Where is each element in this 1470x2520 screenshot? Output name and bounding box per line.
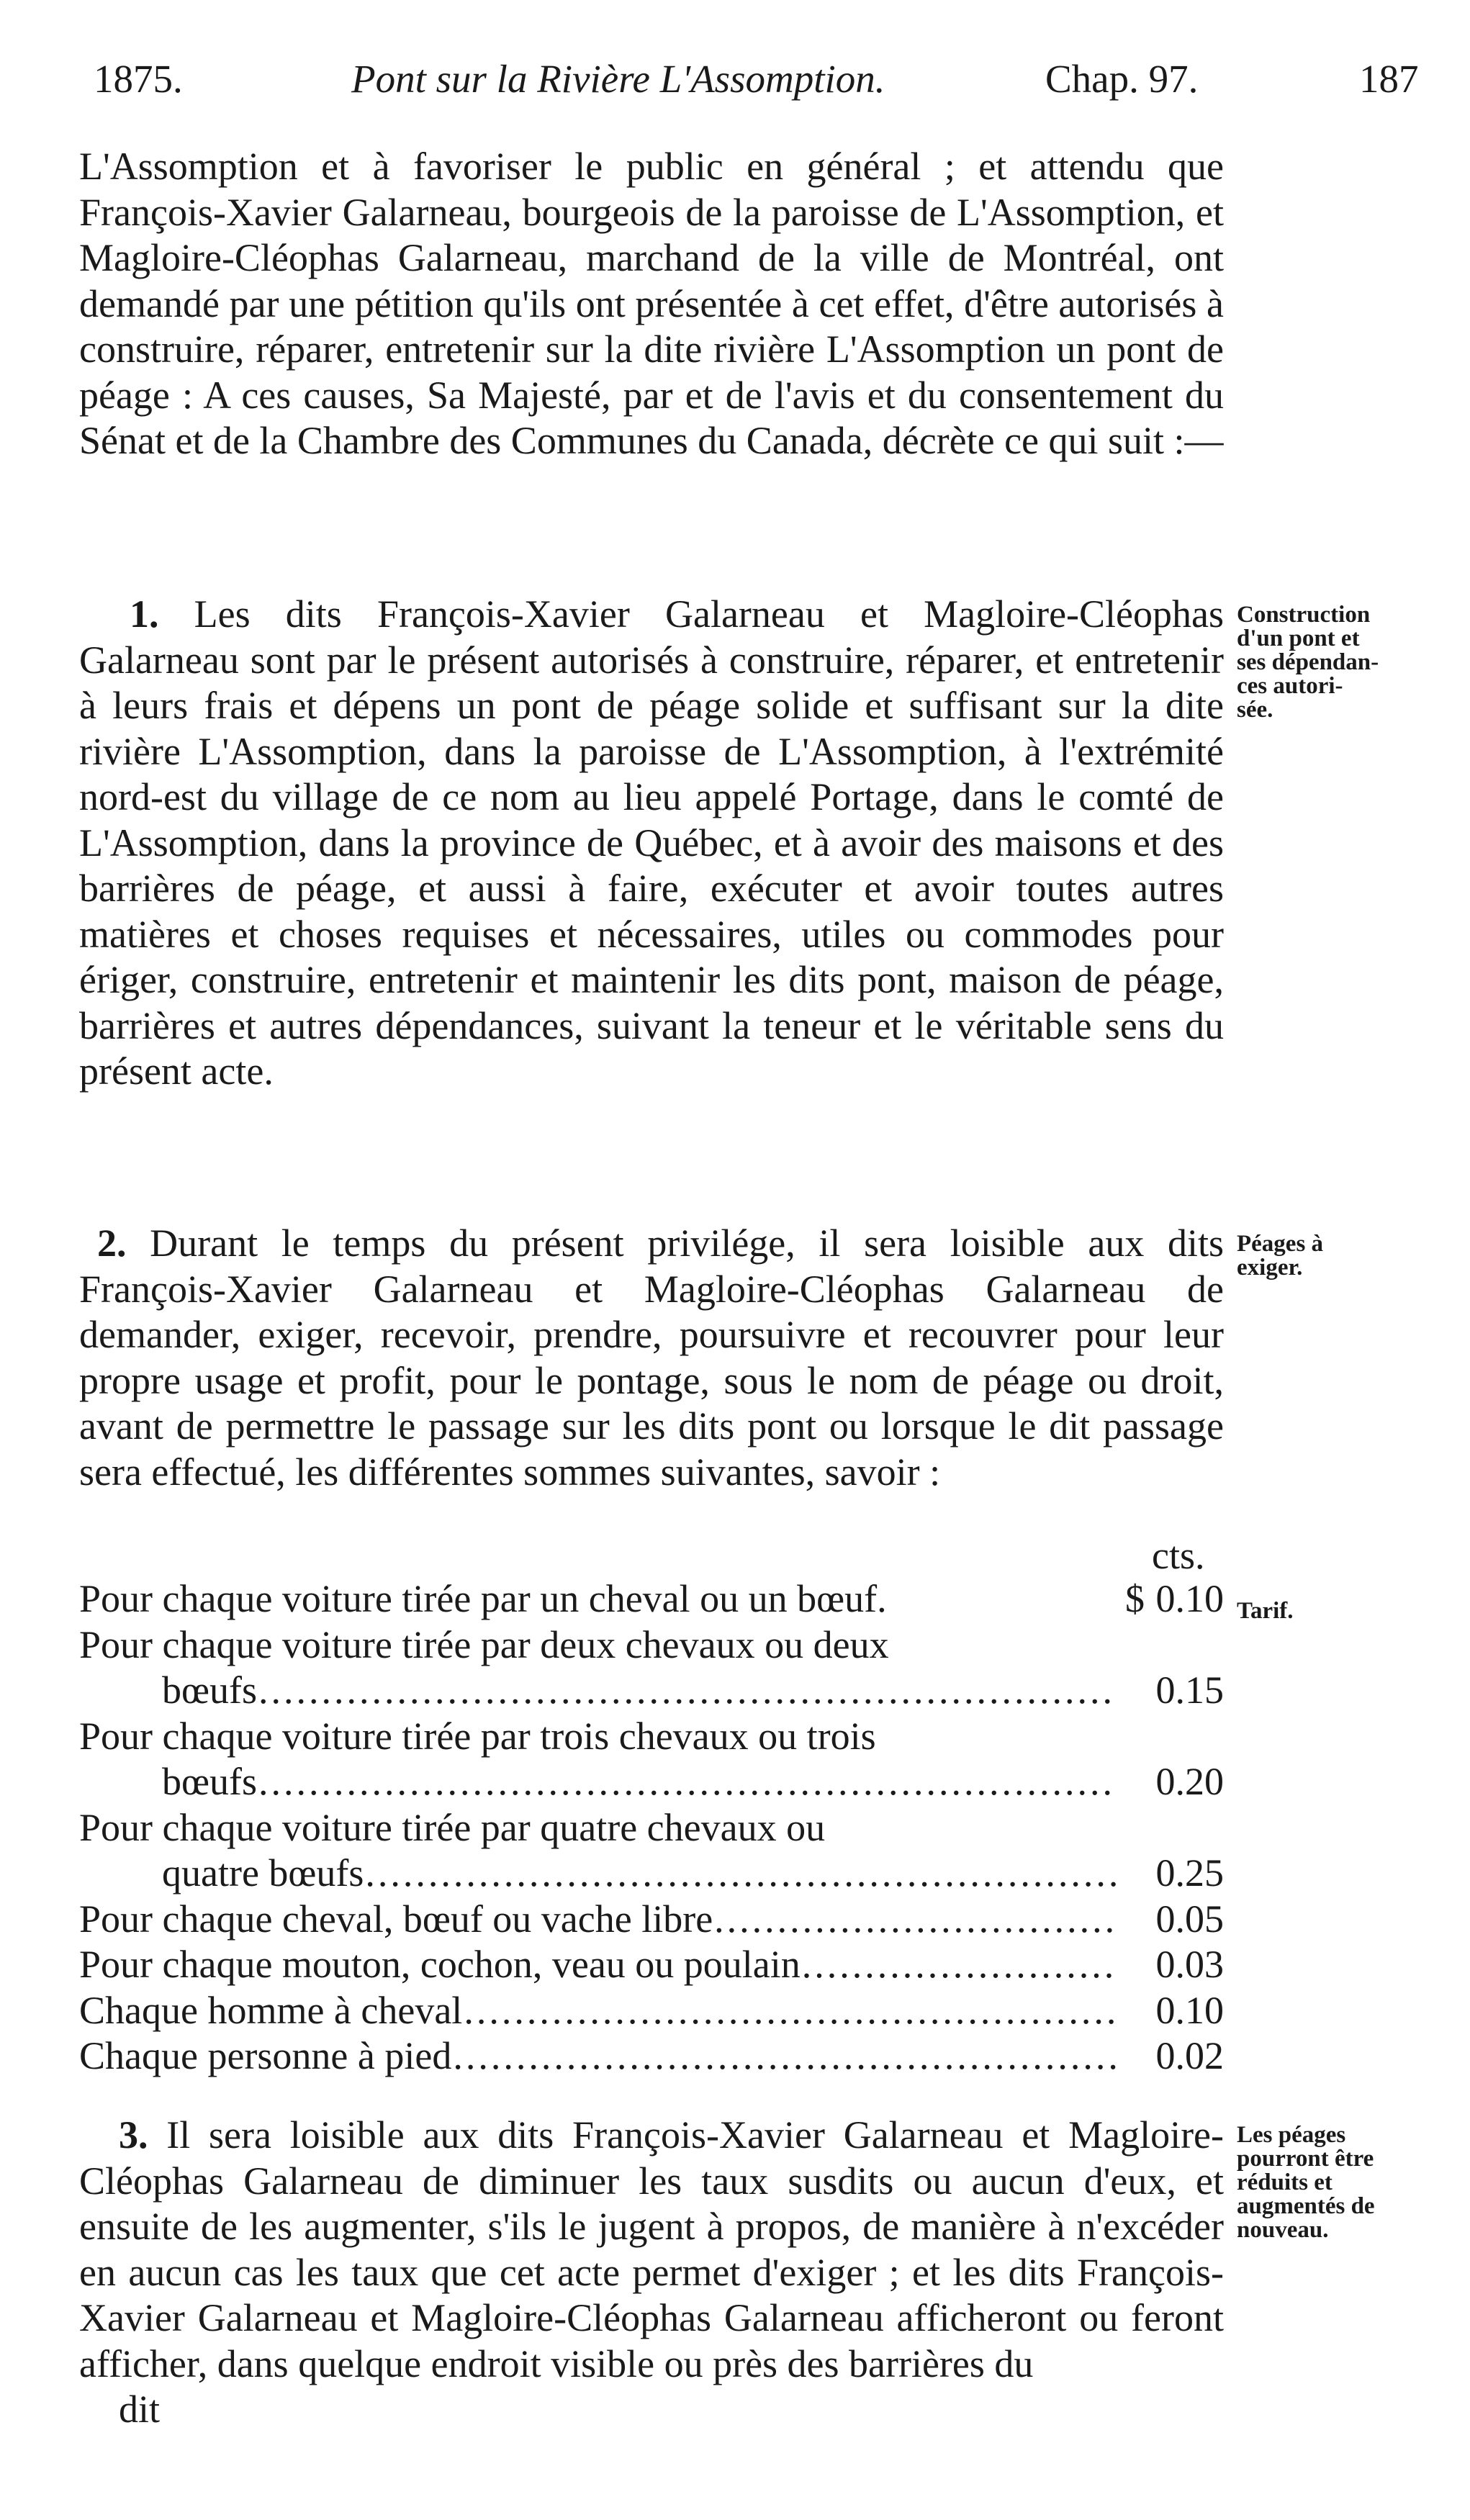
tariff-amount: 0.10 xyxy=(1155,1988,1224,2032)
tariff-item: Pour chaque cheval, bœuf ou vache libre xyxy=(79,1897,713,1941)
tariff-row xyxy=(79,1714,1224,1805)
section-1-number: 1. xyxy=(130,592,159,636)
tariff-amount: 0.25 xyxy=(1155,1851,1224,1894)
tariff-item: Pour chaque mouton, cochon, veau ou poulain xyxy=(79,1943,801,1986)
marginal-line: nouveau. xyxy=(1237,2217,1329,2243)
tariff-row xyxy=(79,1942,1224,1988)
tariff-amount: 0.10 xyxy=(1155,1577,1224,1620)
tariff-row xyxy=(79,1576,1224,1622)
leader-dots xyxy=(258,1759,1116,1805)
tariff-item-cont: bœufs xyxy=(162,1668,257,1712)
marginal-line: augmentés de xyxy=(1237,2193,1375,2219)
leader-dots xyxy=(464,1988,1116,2034)
marginal-line: Péages à xyxy=(1237,1231,1324,1257)
marginal-line: réduits et xyxy=(1237,2169,1333,2195)
tariff-item: Pour chaque voiture tirée par deux chevaux ou deux xyxy=(79,1622,889,1666)
marginal-line: sée. xyxy=(1237,697,1273,723)
tariff-item-cont: quatre bœufs xyxy=(162,1851,364,1894)
tariff-item-cont: bœufs xyxy=(162,1760,257,1803)
section-3 xyxy=(79,2113,1224,2433)
tariff-item: Pour chaque voiture tirée par quatre chevaux ou xyxy=(79,1805,826,1849)
marginal-line: ses dépendan- xyxy=(1237,649,1379,675)
tariff-amount: 0.05 xyxy=(1155,1897,1224,1941)
section-1-text: Les dits François-Xavier Galarneau et Magloire-Cléophas Galarneau sont par le présent autorisés à construire, réparer, et entretenir à leurs frais et dépens un pont de péage solide et suffisant sur la dite rivière L'Assomption, dans la paroisse de L'Assomption, à l'extrémité nord-est du village de ce nom au lieu appelé Portage, dans le comté de L'Assomption, dans la province de Québec, et à avoir des maisons et des barrières de péage, et aussi à faire, exécuter et avoir toutes autres matières et choses requises et nécessaires, utiles ou commodes pour ériger, construire, entretenir et maintenir les dits pont, maison de péage, barrières et autres dépendances, suivant la teneur et le véritable sens du présent acte. xyxy=(79,592,1224,1093)
marginal-line: Les péages xyxy=(1237,2122,1346,2148)
currency-symbol: $ xyxy=(1125,1577,1145,1620)
tariff-item: Chaque personne à pied xyxy=(79,2034,452,2077)
tariff-amount: 0.20 xyxy=(1155,1760,1224,1803)
tariff-item: Pour chaque voiture tirée par trois chevaux ou trois xyxy=(79,1714,876,1758)
section-3-text: Il sera loisible aux dits François-Xavier Galarneau et Magloire-Cléophas Galarneau de diminuer les taux susdits ou aucun d'eux, et ensuite de les augmenter, s'ils le jugent à propos, de manière à n'excéder en aucun cas les taux que cet acte permet d'exiger ; et les dits François-Xavier Galarneau et Magloire-Cléophas Galarneau afficheront ou feront afficher, dans quelque endroit visible ou près des barrières du xyxy=(79,2113,1225,2385)
marginal-note-1 xyxy=(1237,603,1453,722)
tariff-amount: 0.02 xyxy=(1155,2034,1224,2077)
section-3-number: 3. xyxy=(119,2113,148,2157)
leader-dots xyxy=(258,1668,1116,1714)
tariff-item: Pour chaque voiture tirée par un cheval ou un bœuf. xyxy=(79,1577,887,1620)
tariff-row xyxy=(79,1988,1224,2034)
header-title: Pont sur la Rivière L'Assomption. xyxy=(351,57,885,101)
marginal-note-tariff: Tarif. xyxy=(1237,1598,1294,1624)
marginal-line: ces autori- xyxy=(1237,673,1343,699)
section-2 xyxy=(79,1221,1224,1495)
page-number: 187 xyxy=(1359,57,1419,101)
tariff-unit-label: cts. xyxy=(1152,1534,1205,1577)
page-header xyxy=(0,56,1470,107)
marginal-line: exiger. xyxy=(1237,1255,1303,1281)
marginal-note-2 xyxy=(1237,1232,1453,1280)
tariff-row xyxy=(79,1897,1224,1943)
marginal-line: Construction xyxy=(1237,602,1371,628)
leader-dots xyxy=(714,1897,1116,1943)
section-2-number: 2. xyxy=(97,1221,127,1265)
marginal-line: d'un pont et xyxy=(1237,626,1360,651)
leader-dots xyxy=(365,1851,1116,1897)
intro-paragraph: L'Assomption et à favoriser le public en général ; et attendu que François-Xavier Galarneau, bourgeois de la paroisse de L'Assomption, et Magloire-Cléophas Galarneau, marchand de la ville de Montréal, ont demandé par une pétition qu'ils ont présentée à cet effet, d'être autorisés à construire, réparer, entretenir sur la dite rivière L'Assomption un pont de péage : A ces causes, Sa Majesté, par et de l'avis et du consentement du Sénat et de la Chambre des Communes du Canada, décrète ce qui suit :— xyxy=(79,145,1224,462)
tariff-amount: 0.15 xyxy=(1155,1668,1224,1712)
marginal-note-3 xyxy=(1237,2123,1453,2242)
tariff-row xyxy=(79,2033,1224,2079)
marginal-line: pourront être xyxy=(1237,2146,1374,2172)
header-chapter: Chap. 97. xyxy=(1045,57,1199,101)
tariff-table xyxy=(79,1576,1224,2079)
section-1 xyxy=(79,592,1224,1095)
leader-dots xyxy=(802,1942,1116,1988)
tariff-row xyxy=(79,1622,1224,1714)
section-3-last-word: dit xyxy=(119,2388,161,2431)
header-year: 1875. xyxy=(94,57,183,101)
tariff-row xyxy=(79,1805,1224,1897)
section-2-text: Durant le temps du présent privilége, il sera loisible aux dits François-Xavier Galarneau et Magloire-Cléophas Galarneau de demander, exiger, recevoir, prendre, poursuivre et recouvrer pour leur propre usage et profit, pour le pontage, sous le nom de péage ou droit, avant de permettre le passage sur les dits pont ou lorsque le dit passage sera effectué, les différentes sommes suivantes, savoir : xyxy=(79,1221,1224,1494)
tariff-item: Chaque homme à cheval xyxy=(79,1988,463,2032)
leader-dots xyxy=(453,2033,1116,2079)
tariff-amount: 0.03 xyxy=(1155,1943,1224,1986)
